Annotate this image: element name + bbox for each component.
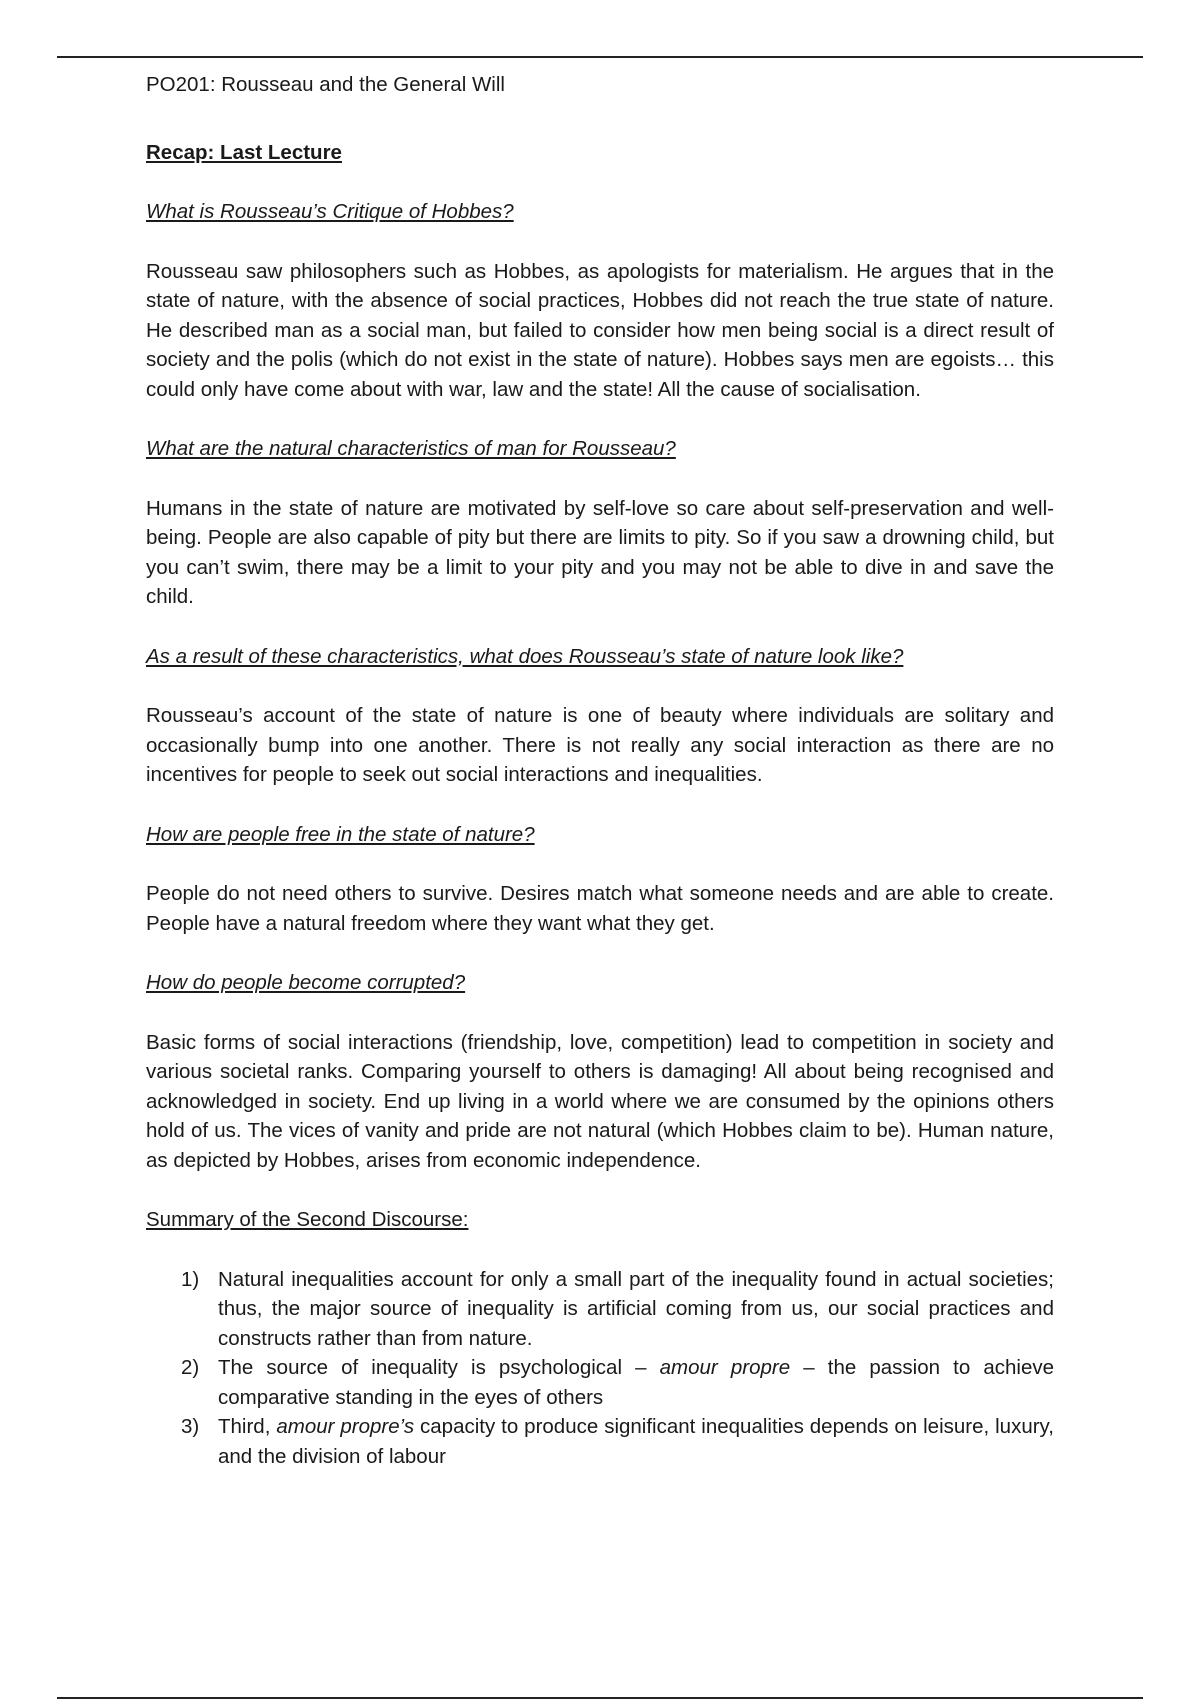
document-body: [146, 70, 1054, 1471]
question-critique-of-hobbes: What is Rousseau’s Critique of Hobbes?: [146, 200, 514, 223]
answer-critique-of-hobbes: Rousseau saw philosophers such as Hobbes, as apologists for materialism. He argues that in the state of nature, with the absence of social practices, Hobbes did not reach the true state of nature. He described man as a social man, but failed to consider how men being social is a direct result of society and the polis (which do not exist in the state of nature). Hobbes says men are egoists… this could only have come about with war, law and the state! All the cause of socialisation.: [146, 259, 1054, 401]
footer-rule: [57, 1697, 1143, 1699]
summary-item-number: 2): [181, 1356, 200, 1379]
summary-item-number: 1): [181, 1267, 200, 1291]
summary-item-text: [218, 1356, 1054, 1409]
section-heading: Recap: Last Lecture: [146, 140, 342, 164]
summary-emphasis: amour propre: [659, 1356, 791, 1379]
summary-text-segment: – the passion to achieve comparative standing in the eyes of others: [218, 1356, 1055, 1409]
question-freedom: How are people free in the state of nature?: [146, 822, 535, 846]
answer-natural-characteristics: Humans in the state of nature are motivated by self-love so care about self-preservation and well-being. People are also capable of pity but there are limits to pity. So if you saw a drowning child, but you can’t swim, there may be a limit to your pity and you may not be able to dive in and save the child.: [146, 496, 1054, 608]
summary-item-1: [181, 1265, 1054, 1354]
summary-text-segment: capacity to produce significant inequalities depends on leisure, luxury, and the division of labour: [218, 1415, 1054, 1468]
answer-state-of-nature: Rousseau’s account of the state of nature is one of beauty where individuals are solitary and occasionally bump into one another. There is not really any social interaction as there are no incentives for people to seek out social interactions and inequalities.: [146, 704, 1054, 786]
document-title: PO201: Rousseau and the General Will: [146, 73, 505, 96]
question-state-of-nature: As a result of these characteristics, what does Rousseau’s state of nature look like?: [146, 644, 904, 668]
summary-item-3: [181, 1412, 1054, 1471]
summary-heading: Summary of the Second Discourse:: [146, 1208, 469, 1231]
summary-item-2: [181, 1353, 1055, 1412]
answer-corruption: Basic forms of social interactions (friendship, love, competition) lead to competition in society and various societal ranks. Comparing yourself to others is damaging! All about being recognised and acknowledged in society. End up living in a world where we are consumed by the opinions others hold of us. The vices of vanity and pride are not natural (which Hobbes claim to be). Human nature, as depicted by Hobbes, arises from economic independence.: [146, 1030, 1054, 1172]
question-corruption: How do people become corrupted?: [146, 971, 466, 994]
summary-list: [146, 1265, 1054, 1472]
summary-item-number: 3): [181, 1415, 200, 1438]
answer-freedom: People do not need others to survive. Desires match what someone needs and are able to create. People have a natural freedom where they want what they get.: [146, 882, 1054, 935]
summary-item-text: Natural inequalities account for only a small part of the inequality found in actual societies; thus, the major source of inequality is artificial coming from us, our social practices and constructs rather than from nature.: [218, 1267, 1054, 1350]
summary-item-text: [218, 1415, 1054, 1468]
summary-text-segment: Third,: [218, 1415, 277, 1438]
summary-text-segment: The source of inequality is psychological –: [218, 1356, 660, 1379]
question-natural-characteristics: What are the natural characteristics of man for Rousseau?: [146, 437, 676, 460]
summary-emphasis: amour propre’s: [276, 1415, 415, 1438]
header-rule: [57, 56, 1143, 58]
